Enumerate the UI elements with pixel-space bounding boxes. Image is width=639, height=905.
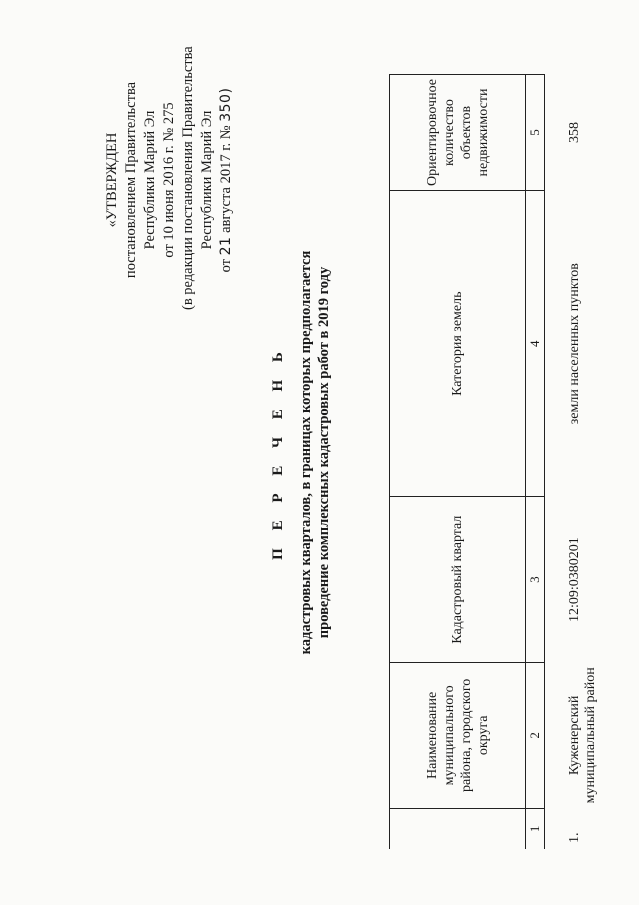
approval-line: постановлением Правительства <box>123 81 139 279</box>
document-heading <box>270 0 333 905</box>
date-prefix: от <box>218 259 234 273</box>
column-number: 5 <box>526 75 545 191</box>
approval-line: Республики Марий Эл <box>142 110 158 250</box>
column-number-row <box>526 75 545 850</box>
column-number: 3 <box>526 497 545 663</box>
cadastral-quarters-table <box>389 74 627 849</box>
row-index: 1. <box>567 832 582 843</box>
header-cell-district: Наименование муниципального района, городского округа <box>390 662 526 808</box>
header-cell-quarter: Кадастровый квартал <box>390 497 526 663</box>
approval-line: от 10 июня 2016 г. № 275 <box>161 102 177 258</box>
approval-date-line <box>217 50 236 310</box>
column-number: 2 <box>526 662 545 808</box>
column-number: 1 <box>526 808 545 849</box>
row-category: земли населенных пунктов <box>567 263 582 425</box>
resolution-number: 350) <box>218 87 234 122</box>
document-subtitle-line: проведение комплексных кадастровых работ в 2019 году <box>316 266 332 639</box>
table-row <box>545 75 628 850</box>
header-cell-category: Категория земель <box>390 191 526 497</box>
header-cell-index <box>390 808 526 849</box>
row-quarter: 12:09:0380201 <box>567 537 582 623</box>
approval-line: (в редакции постановления Правительства <box>180 46 196 310</box>
document-title: П Е Р Е Ч Е Н Ь <box>270 345 286 560</box>
approval-stamp <box>103 46 236 310</box>
approval-line: «УТВЕРЖДЕН <box>104 132 120 228</box>
table-header-row <box>390 75 526 850</box>
row-district: Куженерский муниципальный район <box>567 667 598 804</box>
date-month-year: августа 2017 г. № <box>218 125 234 233</box>
document-subtitle-line: кадастровых кварталов, в границах которых предполагается <box>298 250 314 655</box>
header-cell-count: Ориентировочное количество объектов недвижимости <box>390 75 526 191</box>
date-day: 21 <box>218 236 234 256</box>
column-number: 4 <box>526 191 545 497</box>
row-count: 358 <box>567 122 582 144</box>
approval-line: Республики Марий Эл <box>199 110 215 250</box>
